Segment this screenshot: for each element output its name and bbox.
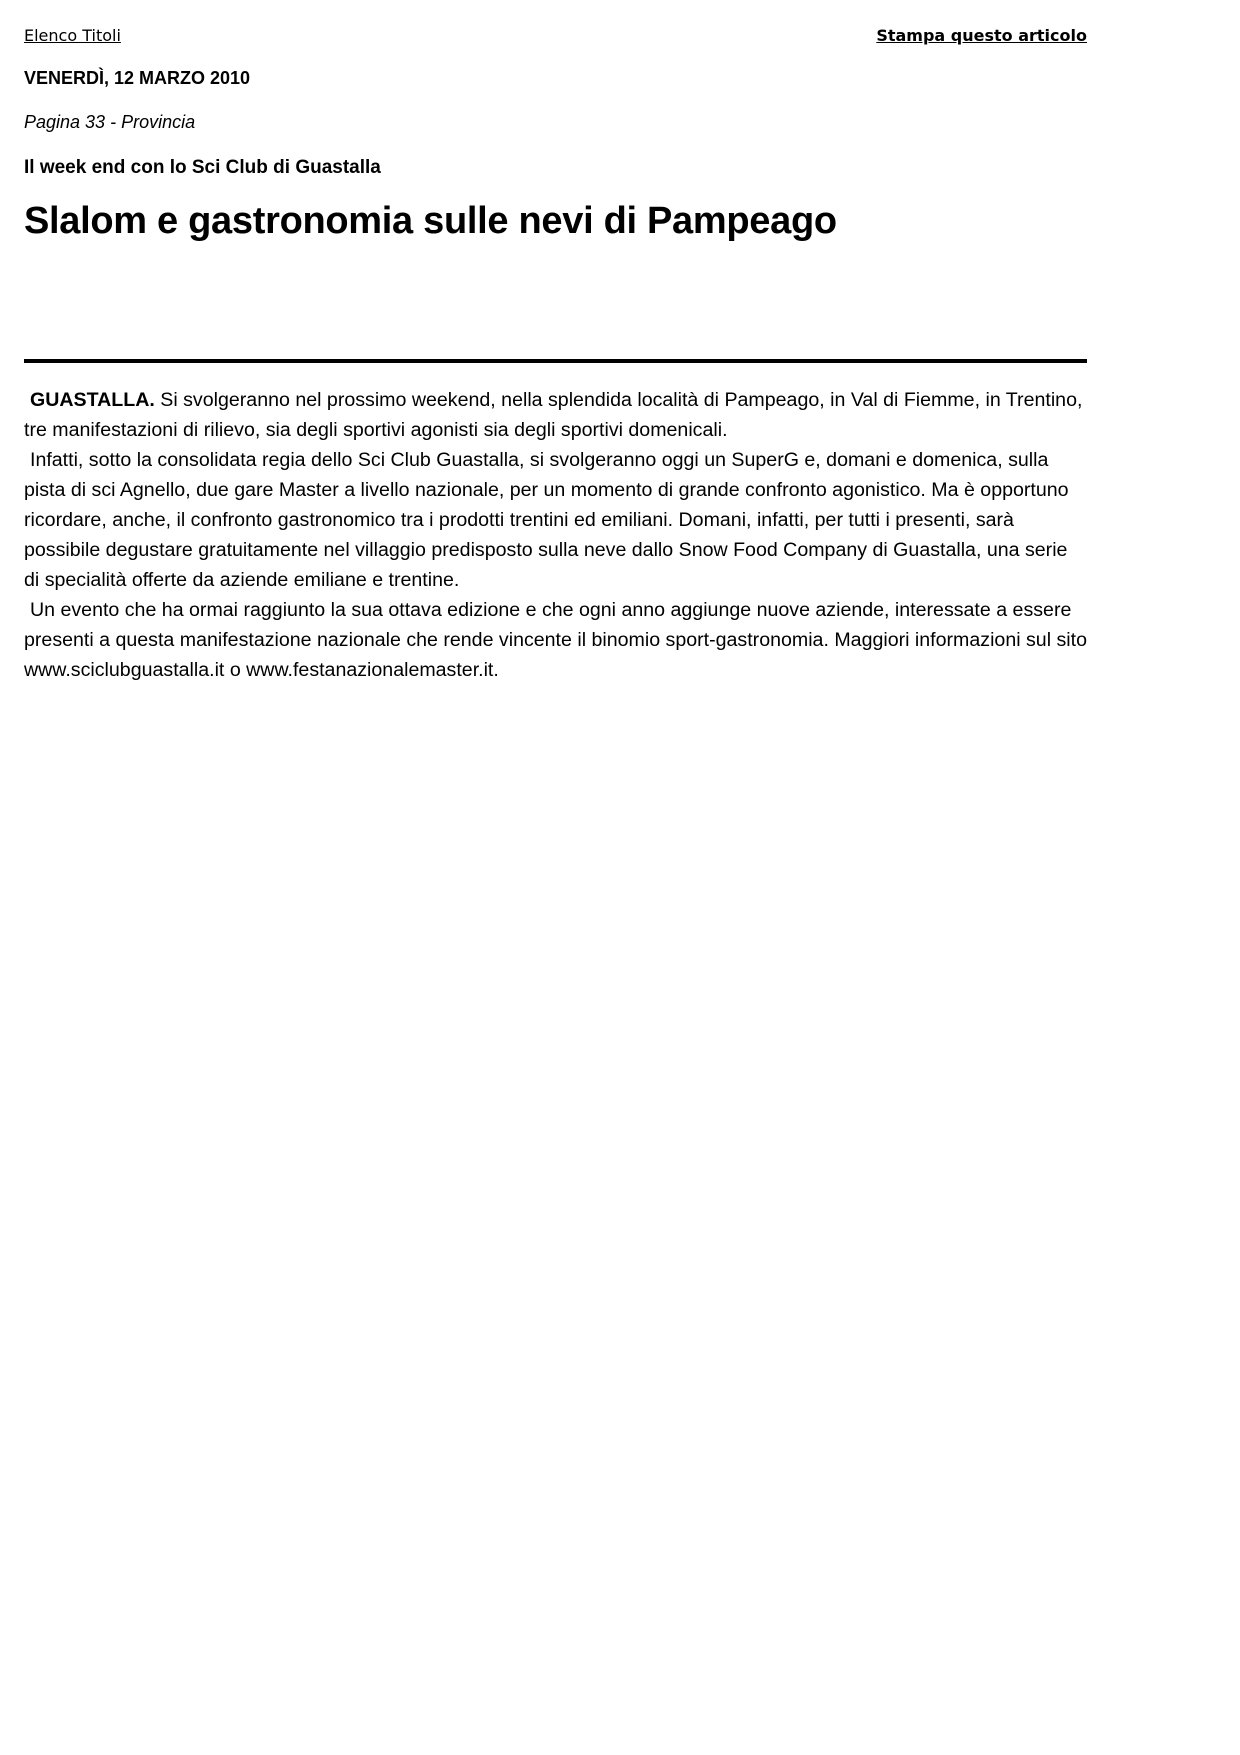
dateline: GUASTALLA. bbox=[30, 389, 155, 411]
article-body bbox=[24, 385, 1087, 685]
article-kicker: Il week end con lo Sci Club di Guastalla bbox=[24, 157, 381, 178]
paragraph-1-text: Si svolgeranno nel prossimo weekend, nella splendida località di Pampeago, in Val di Fiemme, in Trentino, tre manifestazioni di rilievo, sia degli sportivi agonisti sia degli sportivi domenicali. bbox=[24, 389, 1083, 441]
article-paragraph-2: Infatti, sotto la consolidata regia dello Sci Club Guastalla, si svolgeranno oggi un SuperG e, domani e domenica, sulla pista di sci Agnello, due gare Master a livello nazionale, per un momento di grande confronto agonistico. Ma è opportuno ricordare, anche, il confronto gastronomico tra i prodotti trentini ed emiliani. Domani, infatti, per tutti i presenti, sarà possibile degustare gratuitamente nel villaggio predisposto sulla neve dallo Snow Food Company di Guastalla, una serie di specialità offerte da aziende emiliane e trentine. bbox=[24, 449, 1069, 591]
article-paragraph-1 bbox=[24, 385, 1087, 445]
article-headline: Slalom e gastronomia sulle nevi di Pampeago bbox=[24, 200, 837, 242]
page-section: Pagina 33 - Provincia bbox=[24, 112, 196, 132]
print-article-link[interactable]: Stampa questo articolo bbox=[876, 26, 1087, 45]
article-page bbox=[24, 0, 1087, 681]
horizontal-divider bbox=[24, 359, 1087, 363]
article-paragraph-3: Un evento che ha ormai raggiunto la sua ottava edizione e che ogni anno aggiunge nuove aziende, interessate a essere presenti a questa manifestazione nazionale che rende vincente il binomio sport-gastronomia. Maggiori informazioni sul sito www.sciclubguastalla.it o www.festanazionalemaster.it. bbox=[24, 599, 1087, 681]
top-navigation bbox=[24, 0, 1087, 45]
publication-date: VENERDÌ, 12 MARZO 2010 bbox=[24, 68, 251, 88]
elenco-titoli-link[interactable]: Elenco Titoli bbox=[24, 26, 121, 45]
